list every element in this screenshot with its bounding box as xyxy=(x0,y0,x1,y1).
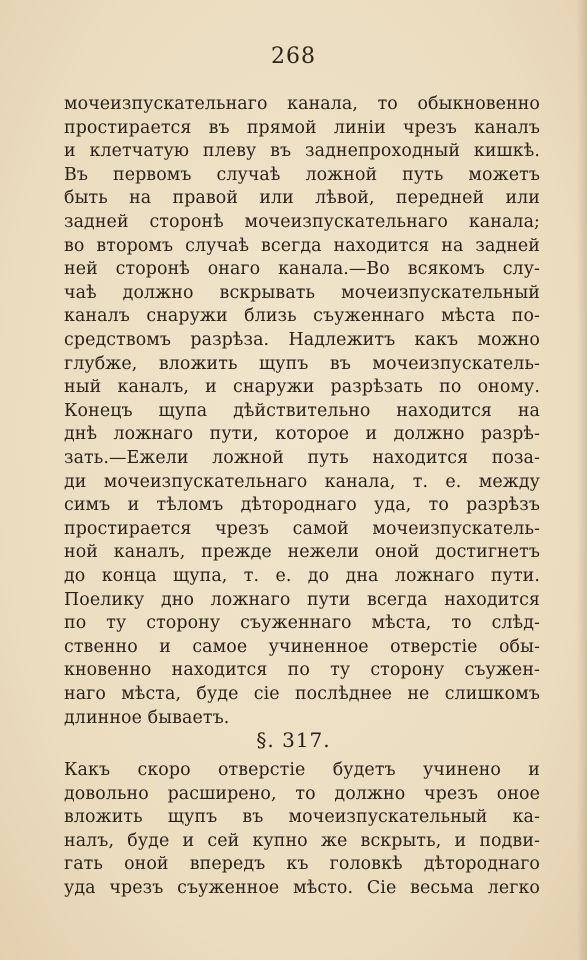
section-heading: §. 317. xyxy=(256,728,331,752)
text-line: довольно расширено, то должно чрезъ оное xyxy=(64,783,540,804)
text-line: днѣ ложнаго пути, которое и должно разрѣ- xyxy=(64,424,540,445)
text-line: зать.—Ежели ложной путь находится поза- xyxy=(64,448,540,468)
text-line: чаѣ должно вскрывать мочеизпускательный xyxy=(64,282,540,303)
text-line: гать оной впередъ къ головкѣ дѣтороднаго xyxy=(64,854,540,875)
text-line: ственно и самое учиненное отверстіе обы- xyxy=(64,636,540,657)
text-line: глубже, вложить щупъ въ мочеизпускатель- xyxy=(64,353,540,374)
text-line: каналъ снаружи близь съуженнаго мѣста по- xyxy=(64,306,540,327)
page-number: 268 xyxy=(271,44,316,69)
text-line: Въ первомъ случаѣ ложной путь можетъ xyxy=(64,164,540,185)
text-line: Конецъ щупа дѣйствительно находится на xyxy=(64,400,540,421)
text-line: ной каналъ, прежде нежели оной достигнетъ xyxy=(64,542,540,563)
text-line: уда чрезъ съуженное мѣсто. Сіе весьма легко xyxy=(64,878,540,898)
text-line: кновенно находится по ту сторону съужен- xyxy=(64,660,540,681)
text-line: ней сторонѣ онаго канала.—Во всякомъ слу- xyxy=(64,259,540,280)
text-line: налъ, буде и сей купно же вскрыть, и подви- xyxy=(64,830,540,851)
page-edge-shadow xyxy=(577,0,587,960)
text-line: ди мочеизпускательнаго канала, т. е. между xyxy=(64,471,540,492)
text-line: ный каналъ, и снаружи разрѣзать по оному. xyxy=(64,377,540,398)
text-line: простирается въ прямой линіи чрезъ каналъ xyxy=(64,117,540,138)
text-line: длинное бываетъ. xyxy=(64,707,230,728)
text-line: симъ и тѣломъ дѣтороднаго уда, то разрѣзъ xyxy=(64,495,540,516)
text-line: задней сторонѣ мочеизпускательнаго канала; xyxy=(64,212,540,232)
text-line: наго мѣста, буде сіе послѣднее не слишкомъ xyxy=(64,684,540,704)
text-line: Поелику дно ложнаго пути всегда находится xyxy=(64,589,540,610)
text-line: мочеизпускательнаго канала, то обыкновенно xyxy=(64,94,540,114)
text-line: во второмъ случаѣ всегда находится на задней xyxy=(64,235,540,256)
text-line: вложить щупъ въ мочеизпускательный ка- xyxy=(64,807,540,828)
text-line: и клетчатую плеву въ заднепроходный кишкѣ. xyxy=(64,141,540,162)
text-line: простирается чрезъ самой мочеизпускатель- xyxy=(64,518,540,539)
text-line: по ту сторону съуженнаго мѣста, то слѣд- xyxy=(64,613,540,634)
text-line: средствомъ разрѣза. Надлежитъ какъ можно xyxy=(64,330,540,350)
text-line: Какъ скоро отверстіе будетъ учинено и xyxy=(64,760,540,780)
text-line: быть на правой или лѣвой, передней или xyxy=(64,188,540,209)
text-line: до конца щупа, т. е. до дна ложнаго пути. xyxy=(64,566,540,586)
